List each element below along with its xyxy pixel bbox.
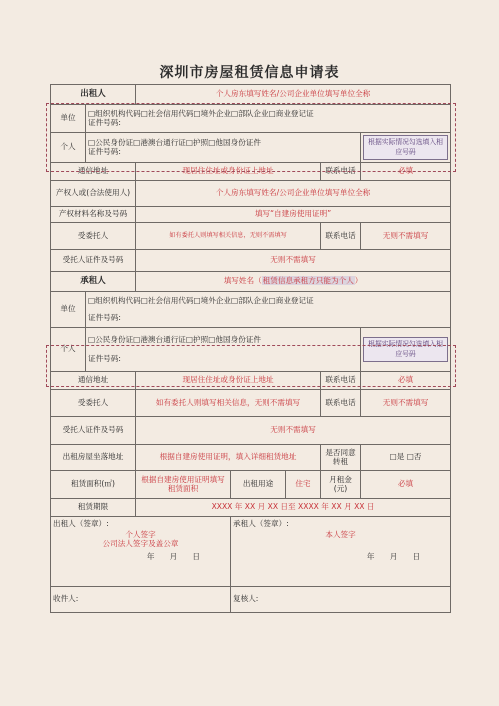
landlord-address-row bbox=[51, 163, 451, 181]
landlord-agent-label: 受委托人 bbox=[51, 223, 136, 250]
lease-period-value[interactable]: XXXX 年 XX 月 XX 日至 XXXX 年 XX 月 XX 日 bbox=[136, 499, 451, 517]
tenant-signature-hint: 本人签字 bbox=[325, 529, 356, 539]
tenant-header-row bbox=[51, 272, 451, 292]
tenant-agent-cert-label: 受托人证件及号码 bbox=[51, 417, 136, 445]
receiver-cell[interactable] bbox=[51, 587, 231, 613]
landlord-unit-cert-no: 证件号码: bbox=[88, 117, 121, 127]
landlord-signature-hint1: 个人签字 bbox=[125, 529, 156, 539]
landlord-agent-cert-value[interactable]: 无则不需填写 bbox=[136, 250, 451, 272]
landlord-unit-label: 单位 bbox=[51, 105, 86, 133]
signature-row bbox=[51, 517, 451, 587]
landlord-person-label: 个人 bbox=[51, 133, 86, 163]
tenant-note: 根据实际情况勾选填入相应号码 bbox=[363, 337, 448, 361]
landlord-agent-phone-label: 联系电话 bbox=[321, 223, 361, 250]
landlord-name-hint[interactable]: 个人房东填写姓名/公司企业单位填写单位全称 bbox=[136, 85, 451, 105]
tenant-unit-cert-no: 证件号码: bbox=[88, 312, 121, 322]
landlord-address-label: 通信地址 bbox=[51, 163, 136, 181]
house-area-row bbox=[51, 471, 451, 499]
owner-label: 产权人或(合法使用人) bbox=[51, 181, 136, 207]
tenant-agent-phone-label: 联系电话 bbox=[321, 390, 361, 417]
tenant-person-cert-no: 证件号码: bbox=[88, 353, 121, 363]
reviewer-label: 复核人: bbox=[233, 594, 259, 604]
landlord-agent-row bbox=[51, 223, 451, 250]
landlord-person-cert-no: 证件号码: bbox=[88, 146, 121, 156]
house-location-row bbox=[51, 445, 451, 471]
tenant-name-hint-b: ） bbox=[354, 276, 363, 286]
landlord-signature-date: 年 月 日 bbox=[146, 551, 201, 561]
sublet-options[interactable]: □是 □否 bbox=[361, 445, 451, 471]
landlord-address-value[interactable]: 现居住住址或身份证上地址 bbox=[136, 163, 321, 181]
tenant-agent-label: 受委托人 bbox=[51, 390, 136, 417]
tenant-person-row bbox=[51, 328, 451, 372]
landlord-unit-options[interactable]: □组织机构代码□社会信用代码□境外企业□部队企业□商业登记证 bbox=[88, 108, 314, 118]
landlord-signature-cell[interactable] bbox=[51, 517, 231, 587]
tenant-agent-phone-value[interactable]: 无则不需填写 bbox=[361, 390, 451, 417]
tenant-name-highlight: 租赁信息承租方只能为个人 bbox=[262, 276, 354, 286]
landlord-person-options[interactable]: □公民身份证□港澳台通行证□护照□他国身份证件 bbox=[88, 137, 261, 147]
landlord-header: 出租人 bbox=[51, 85, 136, 105]
landlord-agent-value[interactable]: 如有委托人则填写相关信息，无则不需填写 bbox=[136, 223, 321, 250]
landlord-person-cell[interactable] bbox=[86, 133, 361, 163]
tenant-phone-label: 联系电话 bbox=[321, 372, 361, 390]
tenant-signature-date: 年 月 日 bbox=[366, 552, 421, 562]
tenant-unit-cell[interactable] bbox=[86, 292, 451, 328]
tenant-phone-value[interactable]: 必填 bbox=[361, 372, 451, 390]
landlord-signature-hint2: 公司法人签字及盖公章 bbox=[102, 539, 179, 549]
tenant-address-value[interactable]: 现居住住址或身份证上地址 bbox=[136, 372, 321, 390]
lease-period-label: 租赁期限 bbox=[51, 499, 136, 517]
form-title: 深圳市房屋租赁信息申请表 bbox=[159, 65, 340, 81]
landlord-person-row bbox=[51, 133, 451, 163]
landlord-note-cell bbox=[361, 133, 451, 163]
tenant-header: 承租人 bbox=[51, 272, 136, 292]
tenant-unit-row bbox=[51, 292, 451, 328]
reviewer-cell[interactable] bbox=[231, 587, 451, 613]
landlord-phone-value[interactable]: 必填 bbox=[361, 163, 451, 181]
tenant-person-cell[interactable] bbox=[86, 328, 361, 372]
lease-period-row bbox=[51, 499, 451, 517]
sublet-label: 是否同意转租 bbox=[321, 445, 361, 471]
tenant-agent-value[interactable]: 如有委托人则填写相关信息，无则不需填写 bbox=[136, 390, 321, 417]
house-area-label: 租赁面积(㎡) bbox=[51, 471, 136, 499]
tenant-person-options[interactable]: □公民身份证□港澳台通行证□护照□他国身份证件 bbox=[88, 334, 261, 344]
landlord-unit-row bbox=[51, 105, 451, 133]
tenant-signature-cell[interactable] bbox=[231, 517, 451, 587]
landlord-agent-cert-row bbox=[51, 250, 451, 272]
receiver-label: 收件人: bbox=[53, 594, 79, 604]
rental-info-form bbox=[50, 84, 451, 613]
landlord-note: 根据实际情况勾选填入相应号码 bbox=[363, 135, 448, 159]
tenant-unit-options[interactable]: □组织机构代码□社会信用代码□境外企业□部队企业□商业登记证 bbox=[88, 295, 314, 305]
tenant-signature-label: 承租人（签章）: bbox=[233, 519, 289, 528]
tenant-agent-cert-value[interactable]: 无则不需填写 bbox=[136, 417, 451, 445]
tenant-name-hint-a: 填写姓名（ bbox=[223, 276, 262, 286]
receiver-row bbox=[51, 587, 451, 613]
tenant-agent-cert-row bbox=[51, 417, 451, 445]
landlord-header-row bbox=[51, 85, 451, 105]
property-doc-value[interactable]: 填写“自建房使用证明” bbox=[136, 207, 451, 223]
tenant-note-cell bbox=[361, 328, 451, 372]
landlord-phone-label: 联系电话 bbox=[321, 163, 361, 181]
tenant-person-label: 个人 bbox=[51, 328, 86, 372]
house-location-value[interactable]: 根据自建房使用证明，填入详细租赁地址 bbox=[136, 445, 321, 471]
tenant-unit-label: 单位 bbox=[51, 292, 86, 328]
tenant-address-row bbox=[51, 372, 451, 390]
monthly-rent-label: 月租金(元) bbox=[321, 471, 361, 499]
house-use-label: 出租用途 bbox=[231, 471, 286, 499]
property-doc-row bbox=[51, 207, 451, 223]
house-area-value[interactable]: 根据自建房使用证明填写租赁面积 bbox=[136, 471, 231, 499]
tenant-address-label: 通信地址 bbox=[51, 372, 136, 390]
owner-value[interactable]: 个人房东填写姓名/公司企业单位填写单位全称 bbox=[136, 181, 451, 207]
monthly-rent-value[interactable]: 必填 bbox=[361, 471, 451, 499]
tenant-name-hint[interactable] bbox=[136, 272, 451, 292]
owner-row bbox=[51, 181, 451, 207]
landlord-agent-phone-value[interactable]: 无则不需填写 bbox=[361, 223, 451, 250]
tenant-agent-row bbox=[51, 390, 451, 417]
property-doc-label: 产权材料名称及号码 bbox=[51, 207, 136, 223]
landlord-unit-cell[interactable] bbox=[86, 105, 451, 133]
landlord-signature-label: 出租人（签章）: bbox=[53, 519, 109, 528]
house-location-label: 出租房屋坐落地址 bbox=[51, 445, 136, 471]
house-use-value[interactable]: 住宅 bbox=[286, 471, 321, 499]
landlord-agent-cert-label: 受托人证件及号码 bbox=[51, 250, 136, 272]
